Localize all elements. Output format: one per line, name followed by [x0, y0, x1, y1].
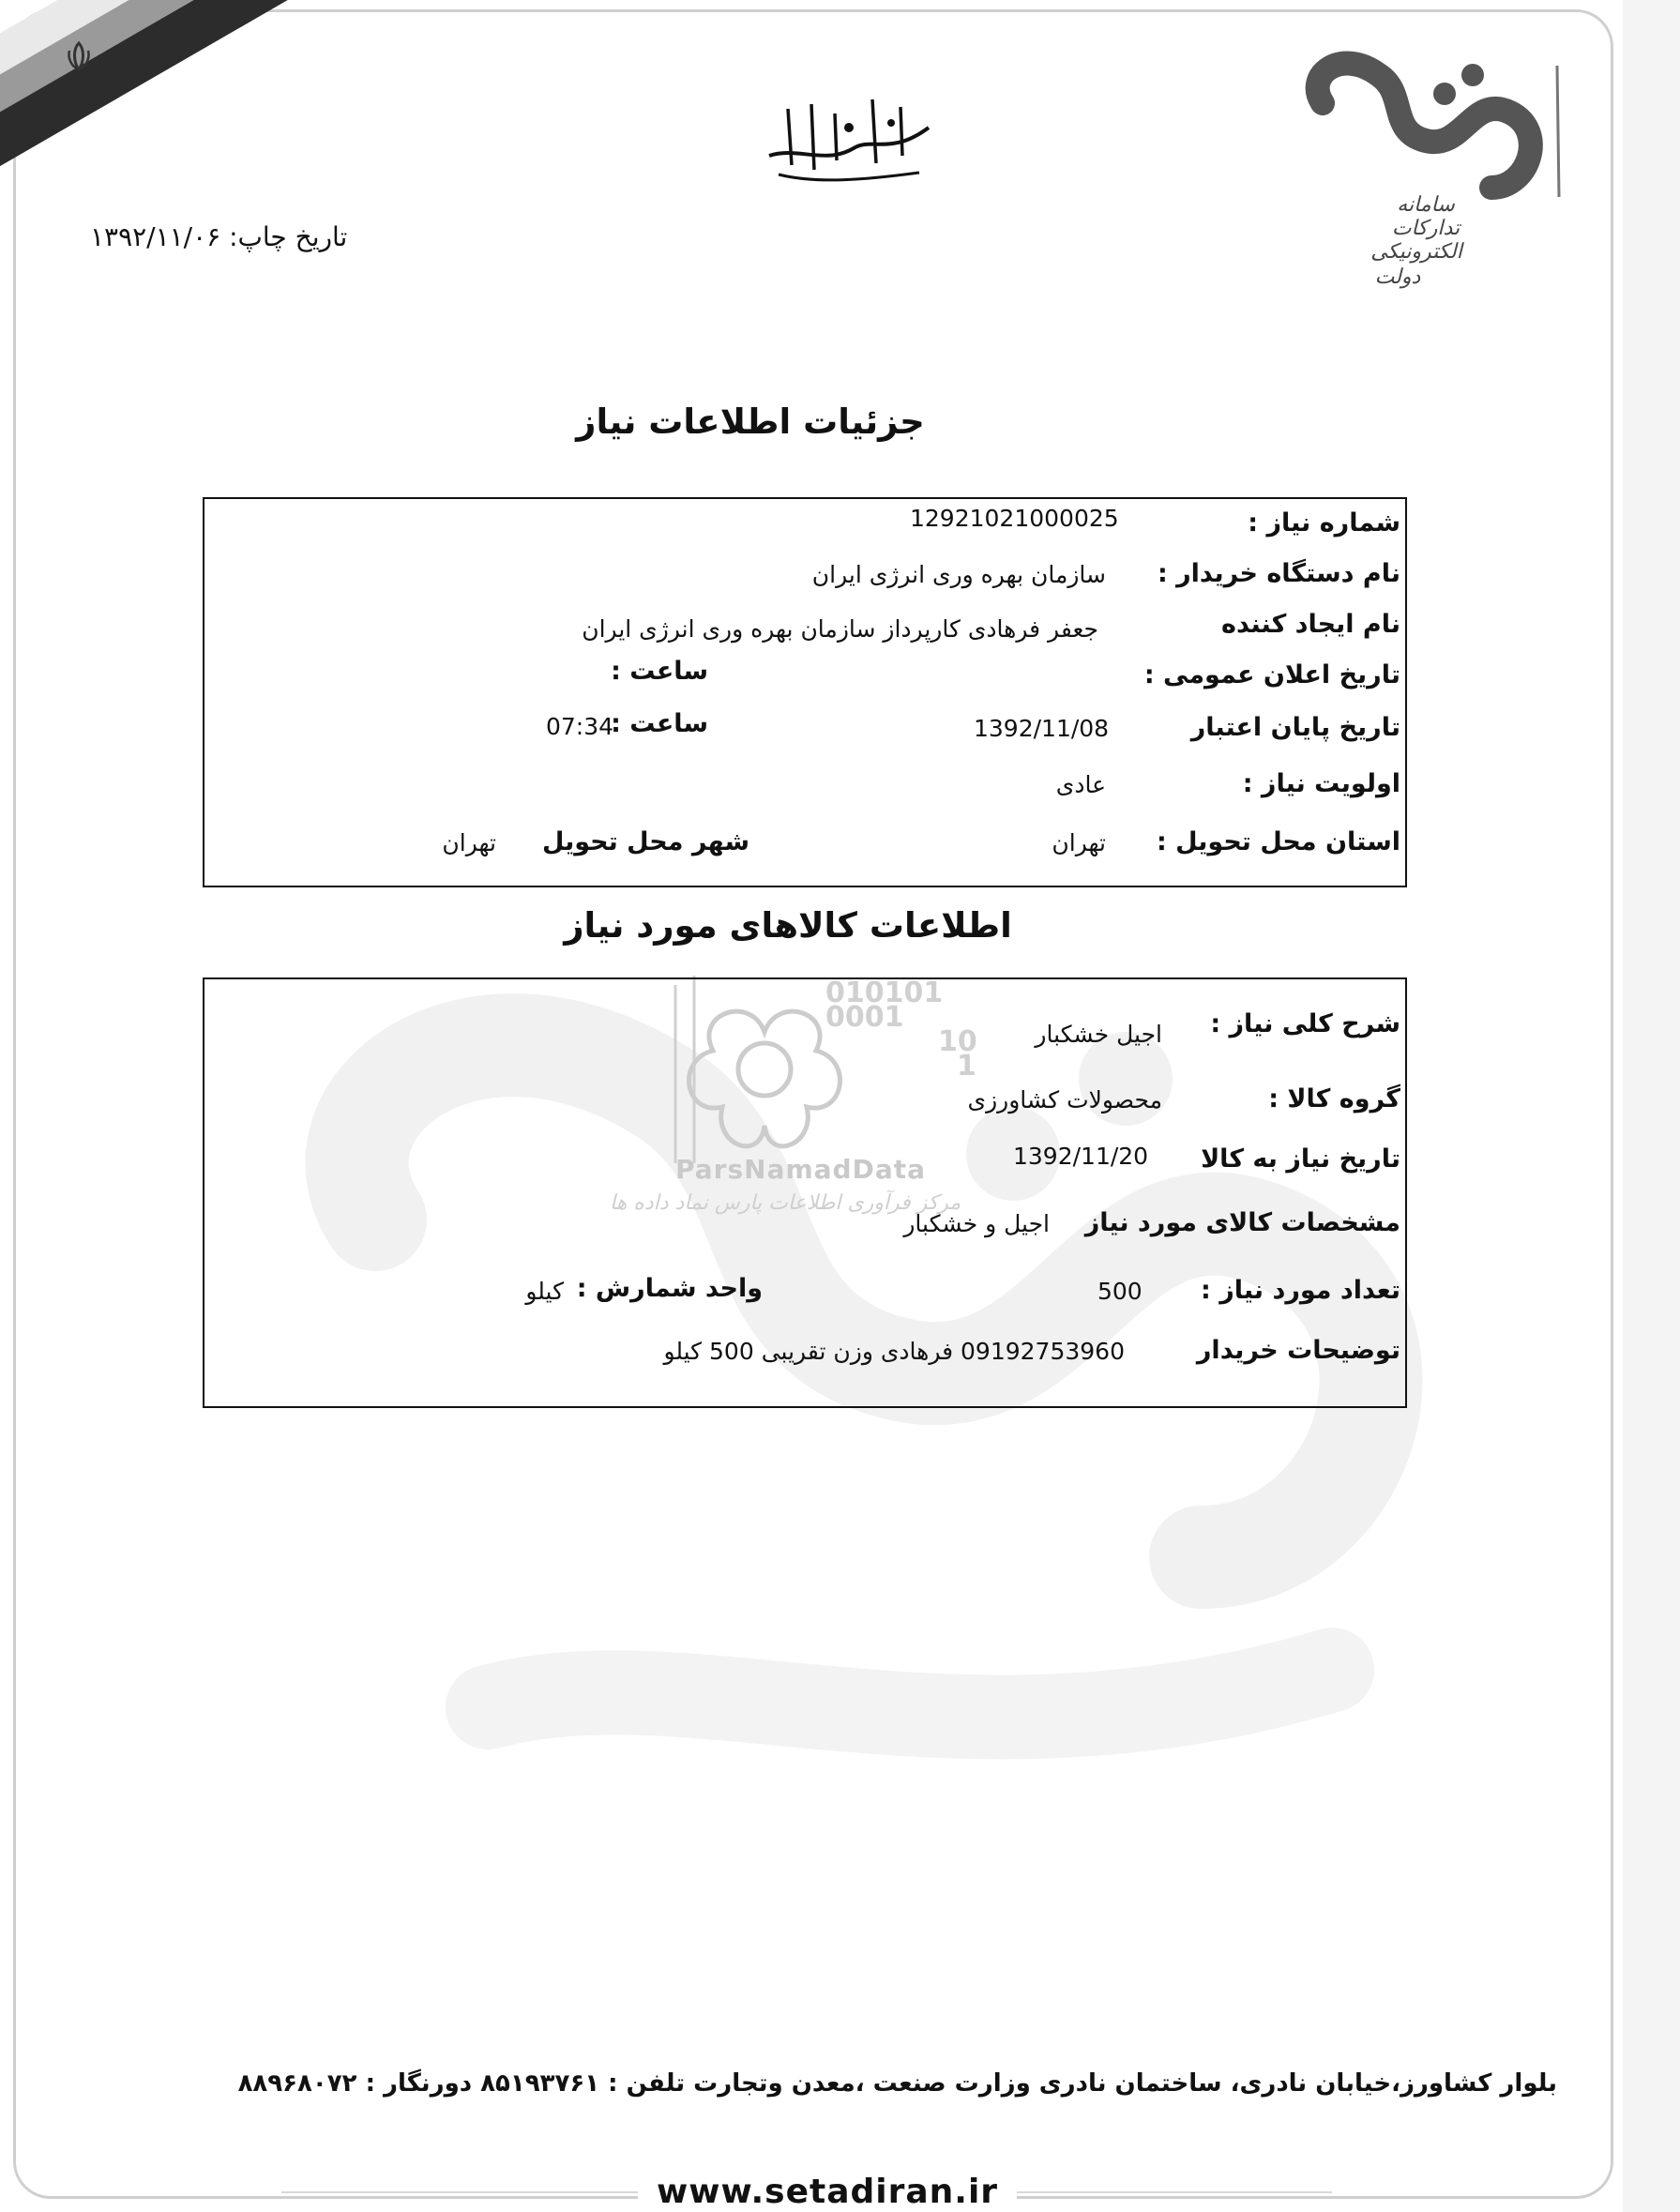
- scan-edge: [1623, 0, 1680, 2212]
- creator-label: نام ایجاد کننده: [1221, 610, 1400, 639]
- validity-date-value: 1392/11/08: [974, 715, 1110, 742]
- quantity-value: 500: [1097, 1278, 1143, 1305]
- priority-value: عادی: [1055, 771, 1106, 798]
- city-label: شهر محل تحویل: [541, 827, 749, 856]
- watermark-digits: 010101 0001 10 1: [825, 977, 977, 1083]
- summary-label: شرح کلی نیاز :: [1210, 1009, 1400, 1038]
- logo-line-1: سامانه: [1397, 193, 1455, 217]
- page-title: جزئیات اطلاعات نیاز: [576, 401, 925, 442]
- group-value: محصولات کشاورزی: [967, 1086, 1162, 1114]
- goods-section-title: اطلاعات کالاهای مورد نیاز: [564, 905, 1012, 946]
- city-value: تهران: [442, 829, 496, 856]
- specs-label: مشخصات کالای مورد نیاز: [1084, 1208, 1400, 1237]
- group-label: گروه کالا :: [1268, 1084, 1400, 1114]
- validity-date-label: تاریخ پایان اعتبار: [1190, 713, 1400, 742]
- setad-logo: [1285, 38, 1585, 310]
- footer-website: www.setadiran.ir: [638, 2173, 1017, 2211]
- province-label: استان محل تحویل :: [1156, 827, 1400, 856]
- announce-time-label: ساعت :: [611, 657, 708, 686]
- buyer-notes-value: 09192753960 فرهادی وزن تقریبی 500 کیلو: [663, 1338, 1125, 1365]
- priority-label: اولویت نیاز :: [1242, 769, 1400, 798]
- province-value: تهران: [1052, 829, 1106, 856]
- announce-date-label: تاریخ اعلان عمومی :: [1143, 660, 1400, 689]
- watermark-subtitle: مرکز فرآوری اطلاعات پارس نماد داده ها: [610, 1191, 961, 1215]
- iran-emblem-icon: [60, 38, 98, 75]
- logo-line-4: دولت: [1374, 265, 1421, 289]
- validity-time-value: 07:34: [546, 713, 614, 740]
- bismillah-calligraphy: [760, 90, 938, 193]
- quantity-label: تعداد مورد نیاز :: [1201, 1276, 1400, 1305]
- validity-time-label: ساعت :: [611, 709, 708, 738]
- iran-flag-corner: [0, 0, 310, 216]
- buyer-label: نام دستگاه خریدار :: [1157, 559, 1400, 588]
- unit-label: واحد شمارش :: [576, 1274, 763, 1303]
- summary-value: اجیل خشکبار: [1035, 1021, 1162, 1048]
- buyer-value: سازمان بهره وری انرژی ایران: [811, 561, 1106, 588]
- creator-value: جعفر فرهادی کارپرداز سازمان بهره وری انرژی ایران: [582, 615, 1098, 643]
- need-number-label: شماره نیاز :: [1248, 508, 1400, 538]
- watermark-name: ParsNamadData: [675, 1154, 926, 1185]
- specs-value: اجیل و خشکبار: [903, 1210, 1050, 1237]
- footer-address: بلوار کشاورز،خیابان نادری، ساختمان نادری وزارت صنعت ،معدن وتجارت تلفن : ۸۵۱۹۳۷۶۱ دورنگار : ۸۸۹۶۸۰۷۲: [237, 2069, 1557, 2098]
- need-date-label: تاریخ نیاز به کالا: [1201, 1144, 1400, 1174]
- logo-line-3: الکترونیکی: [1370, 240, 1462, 264]
- logo-line-2: تدارکات: [1391, 217, 1461, 240]
- buyer-notes-label: توضیحات خریدار: [1196, 1336, 1400, 1365]
- unit-value: کیلو: [525, 1278, 564, 1305]
- need-date-value: 1392/11/20: [1013, 1143, 1149, 1170]
- need-number-value: 12921021000025: [910, 505, 1119, 532]
- print-date: تاریخ چاپ: ۱۳۹۲/۱۱/۰۶: [90, 221, 348, 252]
